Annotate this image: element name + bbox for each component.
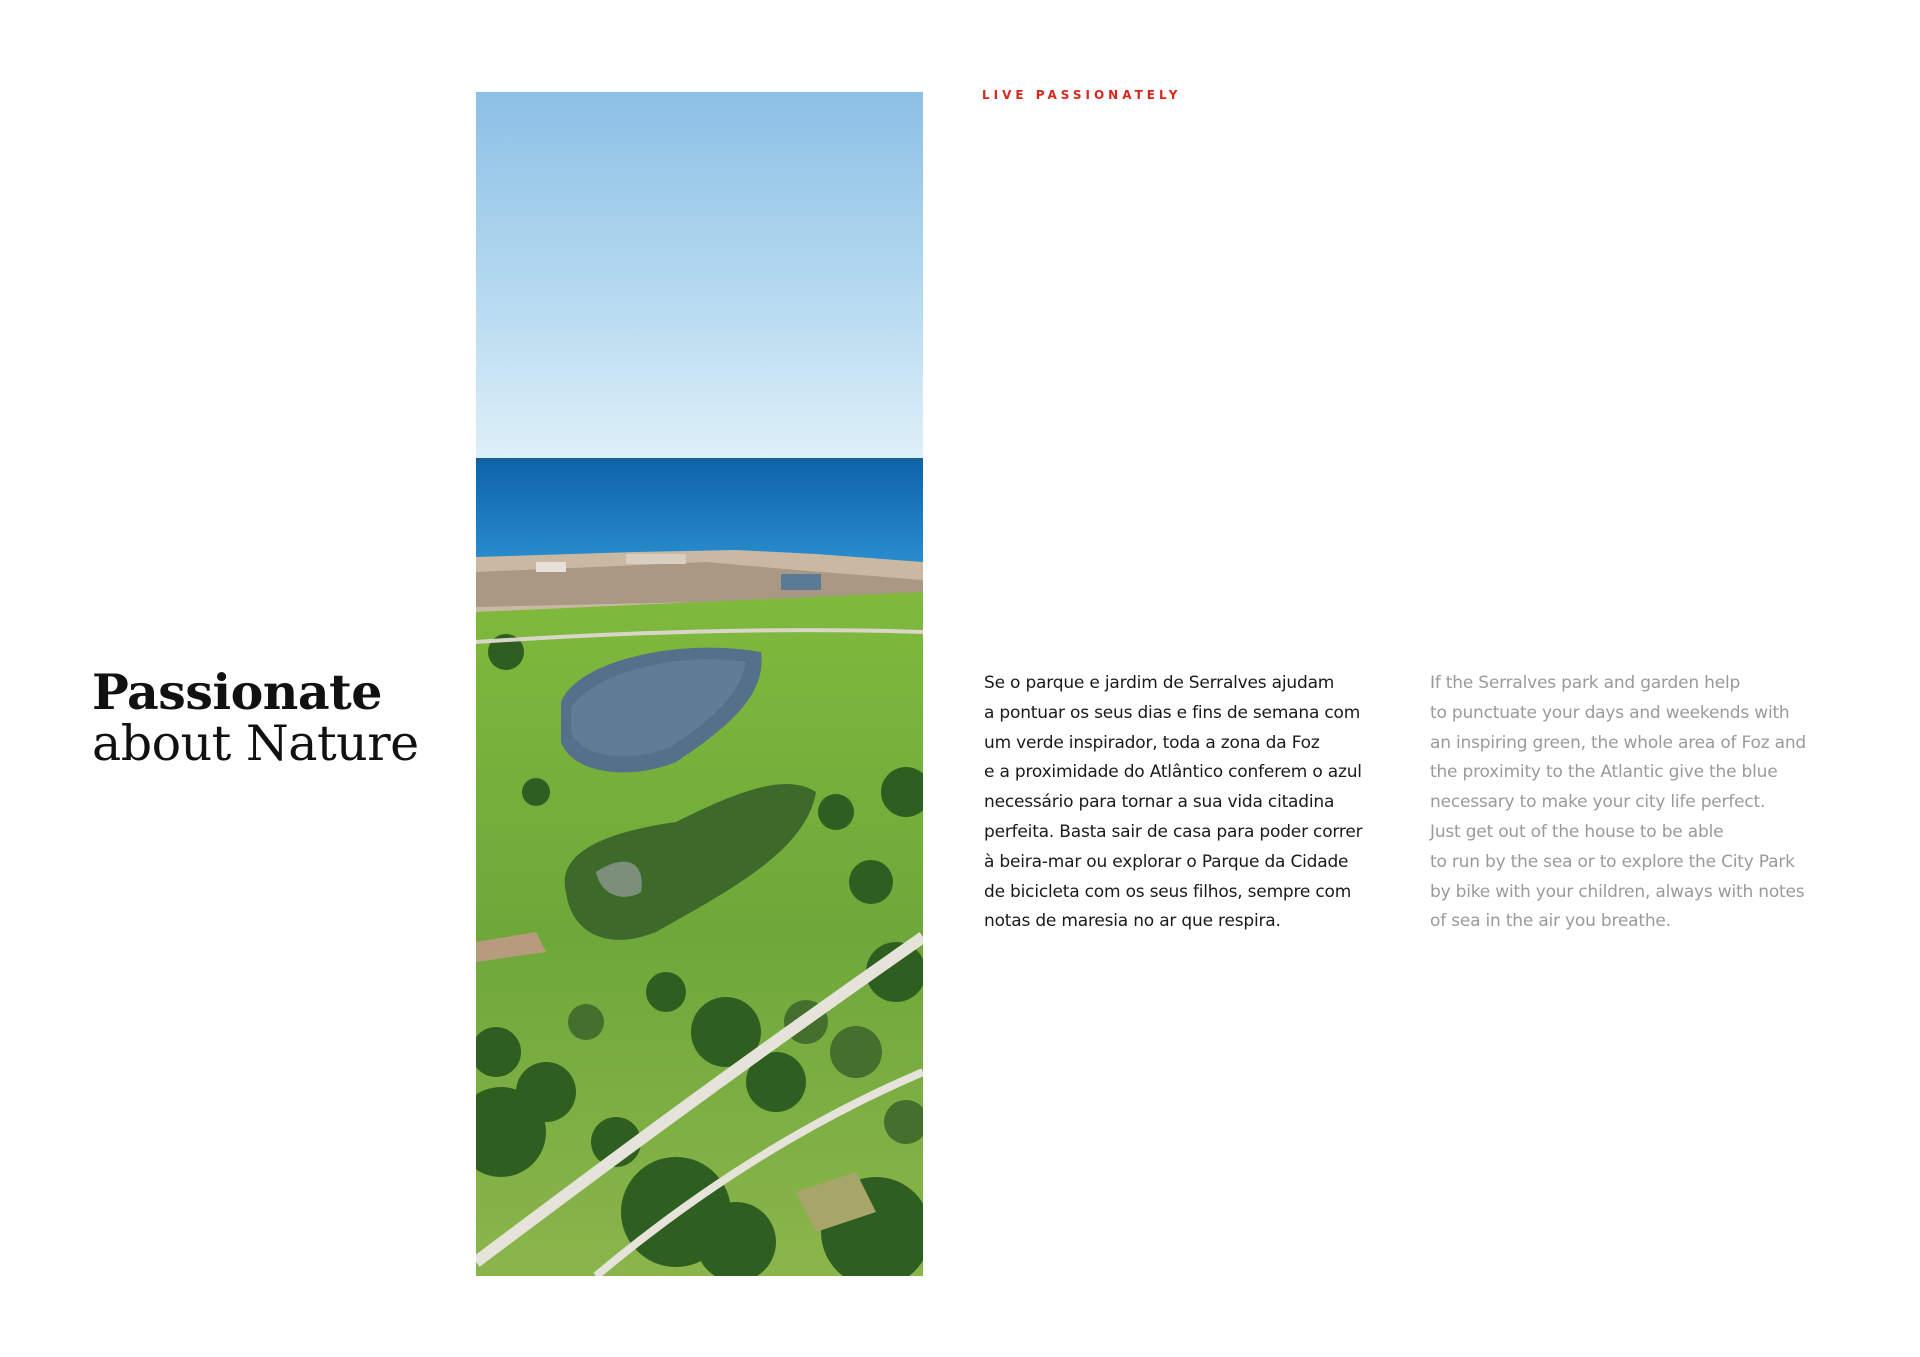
body-pt-line: Se o parque e jardim de Serralves ajudam [984, 673, 1335, 693]
body-text-portuguese [984, 669, 1404, 937]
aerial-park-coast-illustration [476, 92, 923, 1276]
page-title [92, 663, 419, 772]
body-en-line: by bike with your children, always with notes [1430, 881, 1805, 902]
body-pt-line: de bicicleta com os seus filhos, sempre com [984, 881, 1352, 902]
eyebrow-label: LIVE PASSIONATELY [982, 88, 1182, 102]
body-pt-line: a pontuar os seus dias e fins de semana com [984, 702, 1361, 723]
aerial-park-photo [476, 92, 923, 1276]
body-en-line: Just get out of the house to be able [1430, 821, 1724, 842]
body-text-english [1430, 669, 1850, 937]
title-line-1: Passionate [92, 663, 382, 721]
body-en-line: necessary to make your city life perfect. [1430, 792, 1766, 813]
body-en-line: of sea in the air you breathe. [1430, 911, 1671, 932]
body-en-line: to punctuate your days and weekends with [1430, 702, 1790, 723]
body-en-line: an inspiring green, the whole area of Foz and [1430, 732, 1807, 753]
body-pt-line: perfeita. Basta sair de casa para poder correr [984, 821, 1363, 842]
body-pt-line: um verde inspirador, toda a zona da Foz [984, 732, 1320, 753]
body-pt-line: notas de maresia no ar que respira. [984, 911, 1281, 932]
body-pt-line: e a proximidade do Atlântico conferem o azul [984, 762, 1362, 783]
body-en-line: If the Serralves park and garden help [1430, 673, 1741, 693]
body-en-line: to run by the sea or to explore the City Park [1430, 851, 1795, 872]
body-pt-line: necessário para tornar a sua vida citadina [984, 792, 1335, 813]
body-en-line: the proximity to the Atlantic give the blue [1430, 762, 1778, 783]
title-line-2: about Nature [92, 715, 419, 772]
body-pt-line: à beira-mar ou explorar o Parque da Cidade [984, 851, 1349, 872]
